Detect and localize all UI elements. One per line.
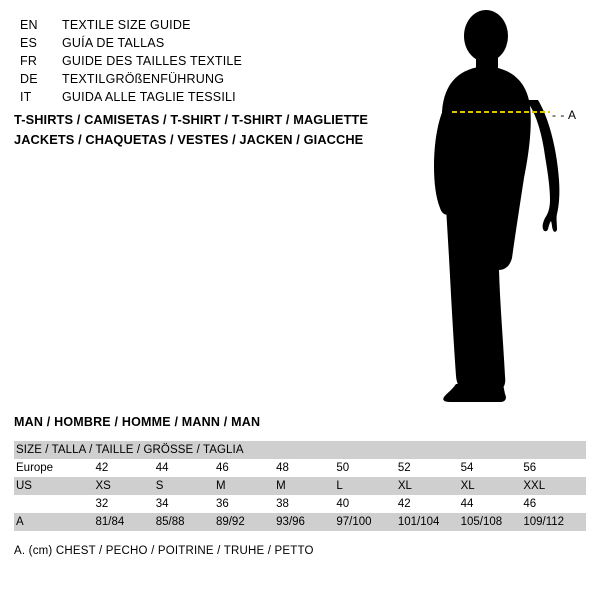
table-cell: 105/108: [460, 516, 503, 528]
language-row: [20, 70, 350, 88]
table-cell: 52: [397, 462, 411, 474]
language-text: GUIDE DES TAILLES TEXTILE: [62, 54, 243, 68]
row-label: Europe: [16, 462, 54, 474]
table-header-row: [14, 441, 586, 459]
table-row: [14, 495, 586, 513]
table-cell: XXL: [523, 480, 546, 492]
size-table: [14, 441, 586, 531]
table-cell: 85/88: [155, 516, 185, 528]
row-label: [14, 495, 96, 513]
table-cell: 44: [155, 462, 169, 474]
category-tshirts: T-SHIRTS / CAMISETAS / T-SHIRT / T-SHIRT / MAGLIETTE: [14, 112, 369, 127]
table-row: [14, 477, 586, 495]
language-row: [20, 52, 350, 70]
table-cell: L: [336, 480, 343, 492]
table-cell: 48: [276, 462, 289, 474]
table-row: [14, 459, 586, 477]
table-cell: 56: [523, 462, 537, 474]
group-title-man: MAN / HOMBRE / HOMME / MANN / MAN: [14, 415, 261, 429]
language-row: [20, 34, 350, 52]
table-cell: S: [155, 480, 164, 492]
language-list: [20, 16, 350, 106]
category-list: [14, 110, 374, 150]
table-cell: XL: [397, 480, 412, 492]
table-cell: XL: [460, 480, 475, 492]
language-code: IT: [20, 90, 32, 104]
language-row: [20, 88, 350, 106]
table-cell: XS: [95, 480, 111, 492]
table-cell: 89/92: [215, 516, 245, 528]
table-cell: 97/100: [336, 516, 372, 528]
callout-label-a: - - A: [552, 108, 577, 122]
table-cell: 38: [276, 498, 289, 510]
mannequin-figure: [400, 8, 600, 408]
table-cell: 44: [460, 498, 474, 510]
language-text: GUÍA DE TALLAS: [62, 36, 165, 50]
table-cell: 81/84: [95, 516, 125, 528]
row-label: US: [16, 480, 32, 492]
table-cell: M: [215, 480, 226, 492]
table-cell: 42: [397, 498, 411, 510]
table-header-label: SIZE / TALLA / TAILLE / GRÖSSE / TAGLIA: [16, 444, 244, 456]
table-cell: 32: [95, 498, 109, 510]
language-text: TEXTILGRÖßENFÜHRUNG: [62, 72, 225, 86]
table-cell: 34: [155, 498, 169, 510]
table-cell: 54: [460, 462, 474, 474]
table-cell: 40: [336, 498, 350, 510]
language-text: TEXTILE SIZE GUIDE: [62, 18, 191, 32]
row-label: A: [16, 516, 24, 528]
table-cell: 42: [95, 462, 109, 474]
table-cell: 109/112: [523, 516, 565, 528]
body-silhouette-icon: [400, 8, 600, 408]
language-code: DE: [20, 72, 38, 86]
table-cell: 93/96: [276, 516, 305, 528]
language-code: ES: [20, 36, 38, 50]
language-row: [20, 16, 350, 34]
table-cell: 50: [336, 462, 350, 474]
table-cell: 101/104: [397, 516, 440, 528]
table-row: [14, 513, 586, 531]
language-code: EN: [20, 18, 38, 32]
table-cell: M: [276, 480, 286, 492]
category-jackets: JACKETS / CHAQUETAS / VESTES / JACKEN / GIACCHE: [14, 132, 364, 147]
language-text: GUIDA ALLE TAGLIE TESSILI: [62, 90, 236, 104]
table-cell: 46: [215, 462, 229, 474]
table-cell: 36: [215, 498, 229, 510]
language-code: FR: [20, 54, 38, 68]
table-cell: 46: [523, 498, 537, 510]
footnote-chest: A. (cm) CHEST / PECHO / POITRINE / TRUHE / PETTO: [14, 545, 314, 557]
